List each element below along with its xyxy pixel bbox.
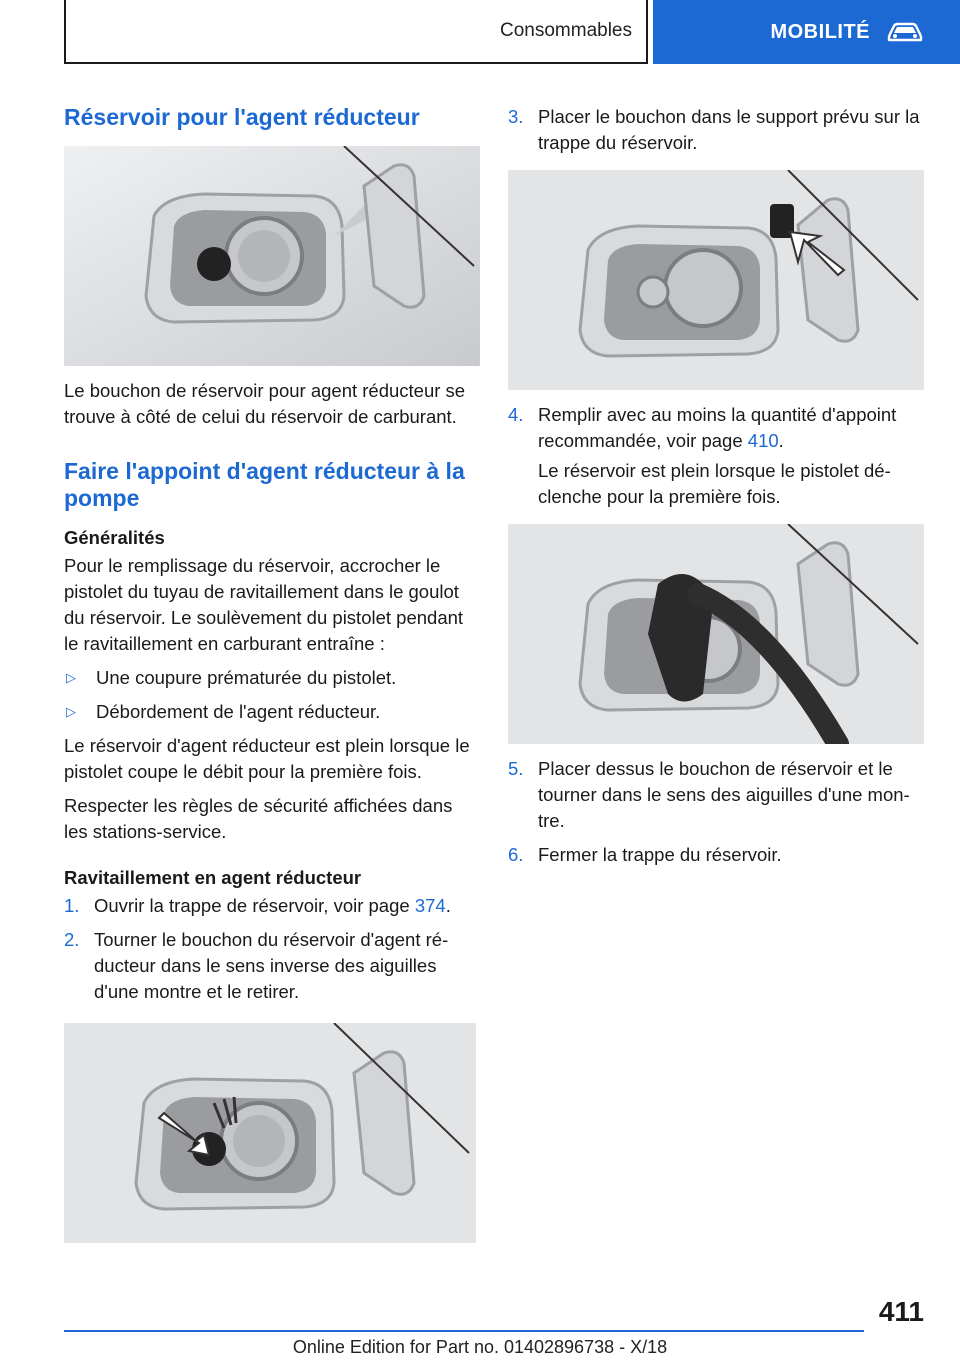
- step-number: 2.: [64, 928, 80, 950]
- figure-refuel-nozzle: [508, 524, 924, 744]
- nozzle-illustration: [508, 524, 924, 744]
- step-number: 3.: [508, 106, 524, 127]
- bullet-text: Une coupure prématurée du pistolet.: [96, 666, 397, 688]
- note-safety-text: Respecter les règles de sécurité affichées dans les stations-service.: [64, 794, 453, 842]
- header-section: [64, 0, 648, 64]
- step-text: Placer le bouchon dans le support prévu sur la trappe du réservoir.: [538, 106, 920, 153]
- step-number: 5.: [508, 758, 524, 779]
- step-item: [508, 104, 924, 156]
- step-text: Placer dessus le bouchon de réservoir et le tourner dans le sens des aiguilles d'une montre.: [538, 758, 910, 831]
- figure-place-cap: [508, 170, 924, 390]
- header-chapter: [653, 0, 960, 64]
- step-text: Ouvrir la trappe de réservoir, voir page 374.: [94, 894, 451, 916]
- fuel-flap-remove-illustration: [64, 1023, 476, 1243]
- note-full-text: Le réservoir d'agent réducteur est plein lorsque le pistolet coupe le débit pour la première fois.: [64, 734, 470, 782]
- header-chapter-title: MOBILITÉ: [770, 20, 870, 43]
- section-heading-reservoir: Réservoir pour l'agent réducteur: [64, 104, 420, 130]
- figure-remove-cap: [64, 1023, 476, 1243]
- list-item: [64, 665, 480, 691]
- subheading-general: Généralités: [64, 526, 165, 548]
- step-item: [508, 402, 924, 510]
- step-item: [508, 756, 924, 834]
- step-item: [64, 927, 480, 1005]
- general-text: Pour le remplissage du réservoir, accrocher le pistolet du tuyau de ravitaillement dans le goulot du réservoir. Le soulèvement du pistolet pendant le ravitaillement en carburant entraîne :: [64, 554, 464, 654]
- cap-holder-illustration: [508, 170, 924, 390]
- step-text: Fermer la trappe du réservoir.: [538, 844, 782, 865]
- header-section-title: Consommables: [500, 20, 632, 41]
- bullet-text: Débordement de l'agent réducteur.: [96, 700, 381, 722]
- car-icon: [886, 21, 924, 43]
- fuel-flap-illustration: [64, 146, 480, 366]
- step-item: [64, 893, 480, 919]
- intro-text: Le bouchon de réservoir pour agent réducteur se trouve à côté de celui du réservoir de carburant.: [64, 379, 466, 427]
- section-heading-refuel-pump: Faire l'appoint d'agent réducteur à la pompe: [64, 457, 465, 512]
- triangle-bullet-icon: ▷: [66, 703, 76, 719]
- subheading-refuel: Ravitaillement en agent réducteur: [64, 866, 362, 888]
- step-number: 6.: [508, 844, 524, 865]
- figure-reductant-cap: [64, 146, 480, 366]
- right-column: [508, 104, 924, 876]
- page-link[interactable]: 374: [414, 894, 446, 916]
- step-item: [508, 842, 924, 868]
- step-text: Tourner le bouchon du réservoir d'agent réducteur dans le sens inverse des aiguilles d'une montre et le retirer.: [94, 928, 449, 1002]
- step-number: 4.: [508, 404, 524, 425]
- page-number: 411: [878, 1296, 924, 1327]
- footer-edition: Online Edition for Part no. 01402896738 - X/18: [292, 1337, 668, 1357]
- footer-divider: [64, 1330, 864, 1332]
- step-text: Remplir avec au moins la quantité d'appoint recommandée, voir page 410. Le réservoir est plein lorsque le pistolet déclenche pour la première fois.: [538, 402, 924, 510]
- left-column: [64, 100, 480, 1255]
- list-item: [64, 699, 480, 725]
- step-number: 1.: [64, 894, 80, 916]
- step-extra-text: Le réservoir est plein lorsque le pistolet déclenche pour la première fois.: [538, 460, 891, 507]
- triangle-bullet-icon: ▷: [66, 669, 76, 685]
- page-link[interactable]: 410: [747, 430, 779, 451]
